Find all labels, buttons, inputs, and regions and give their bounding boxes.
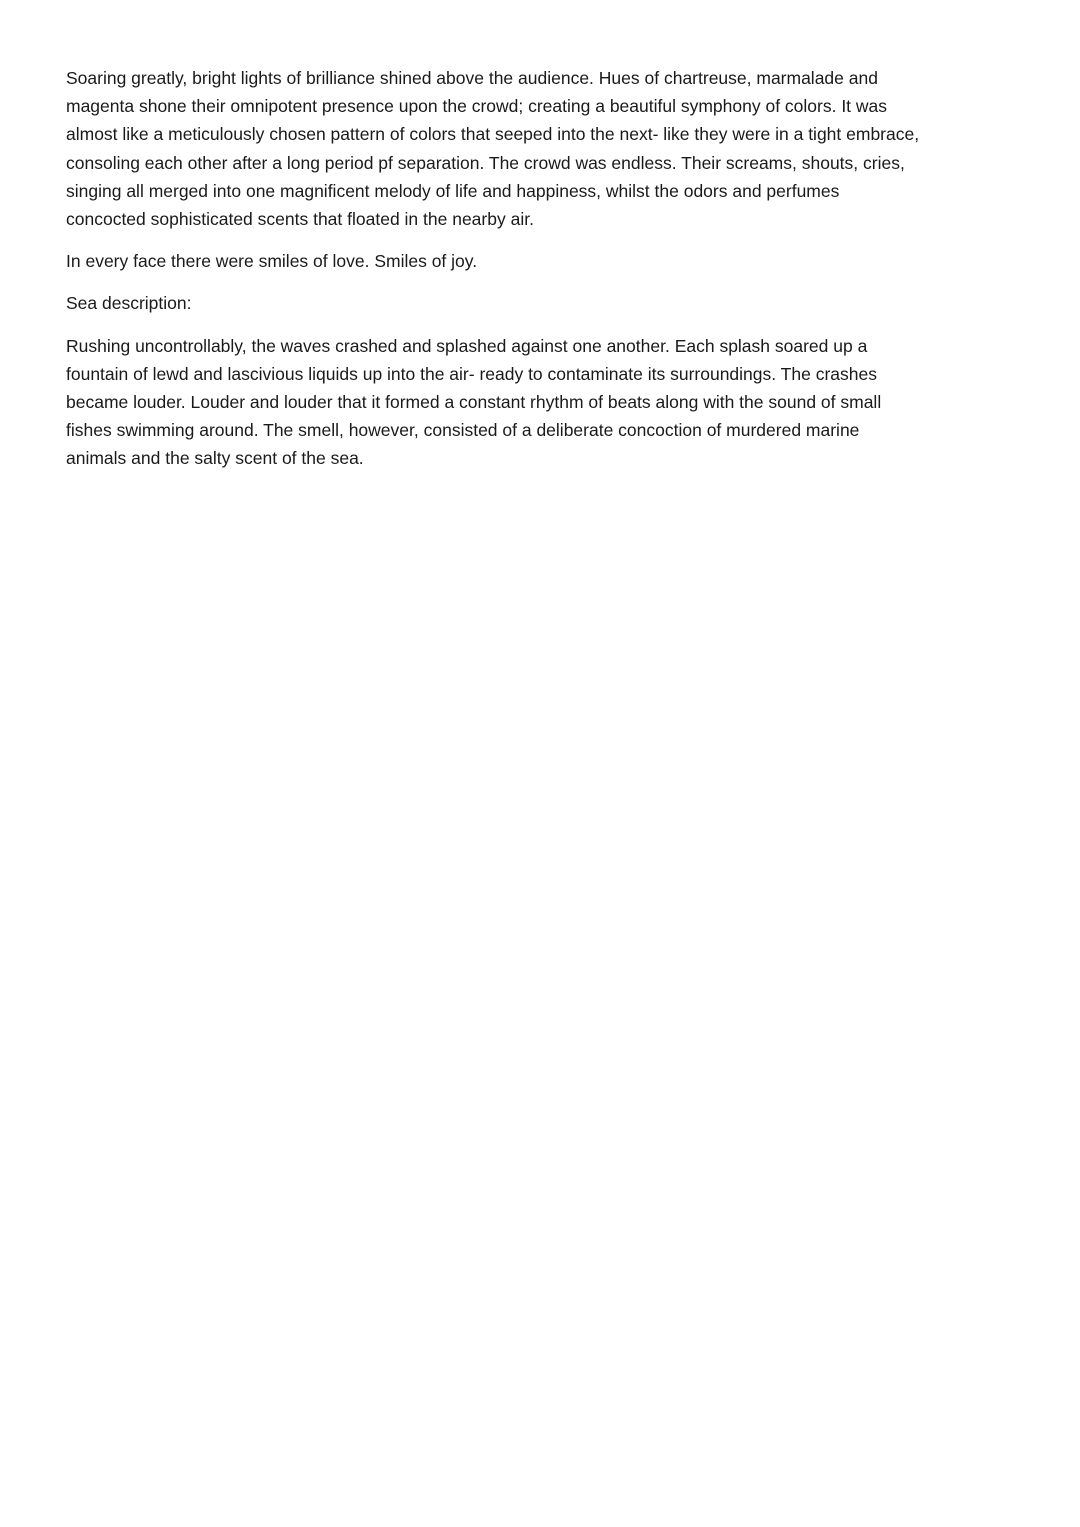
section-heading-sea-description (66, 289, 1021, 317)
paragraph-smiles (66, 247, 1021, 275)
text-line: singing all merged into one magnificent melody of life and happiness, whilst the odors and perfumes (66, 180, 840, 201)
text-line: concocted sophisticated scents that floated in the nearby air. (66, 209, 534, 230)
text-line: In every face there were smiles of love. Smiles of joy. (66, 251, 478, 272)
text-line: Rushing uncontrollably, the waves crashed and splashed against one another. Each splash soared up a (66, 335, 868, 356)
text-line: animals and the salty scent of the sea. (66, 448, 364, 469)
text-line: almost like a meticulously chosen pattern of colors that seeped into the next- like they were in a tight embrace, (66, 124, 920, 145)
text-line: consoling each other after a long period pf separation. The crowd was endless. Their screams, shouts, cries, (66, 152, 905, 173)
text-line: became louder. Louder and louder that it formed a constant rhythm of beats along with the sound of small (66, 392, 882, 413)
paragraph-sea-description (66, 332, 1021, 473)
text-line: fishes swimming around. The smell, however, consisted of a deliberate concoction of murdered marine (66, 420, 860, 441)
document-body (66, 64, 1021, 487)
paragraph-festival-description (66, 64, 1021, 233)
text-line: Soaring greatly, bright lights of brilliance shined above the audience. Hues of chartreuse, marmalade and (66, 68, 878, 88)
text-line: magenta shone their omnipotent presence upon the crowd; creating a beautiful symphony of colors. It was (66, 96, 888, 117)
text-line: fountain of lewd and lascivious liquids up into the air- ready to contaminate its surroundings. The crashes (66, 363, 877, 384)
text-line: Sea description: (66, 293, 192, 314)
